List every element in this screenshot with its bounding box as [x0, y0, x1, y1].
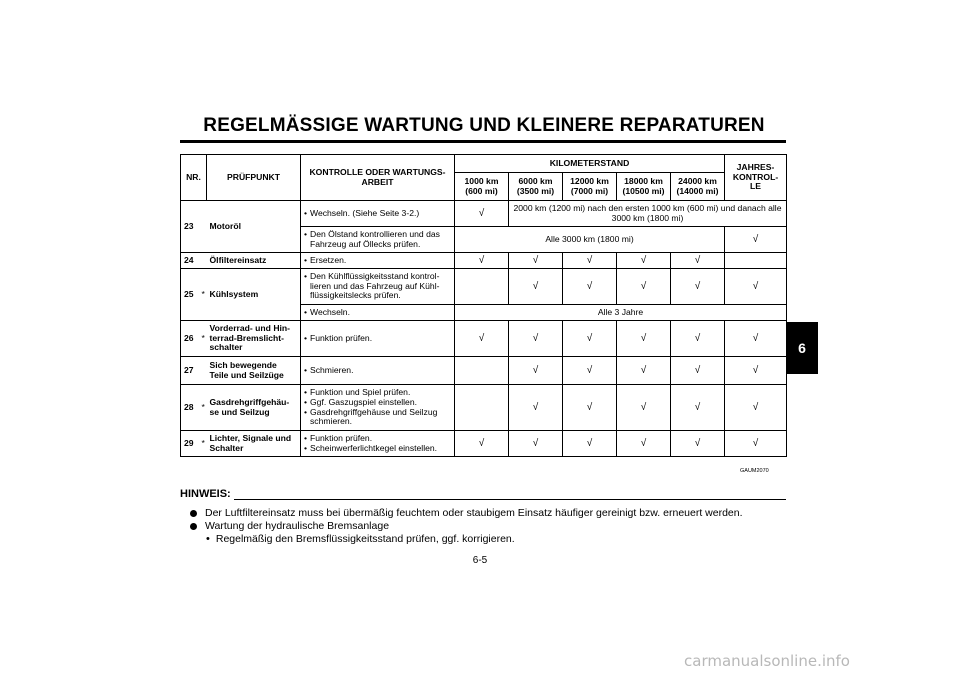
header-kontrolle: KONTROLLE ODER WARTUNGS-ARBEIT [301, 155, 455, 201]
interval-text: Alle 3 Jahre [455, 305, 787, 321]
header-km2: 6000 km (3500 mi) [509, 173, 563, 201]
check-mark: √ [617, 431, 671, 457]
action-text: Ersetzen. [310, 254, 347, 265]
check-mark: √ [671, 269, 725, 305]
table-row [181, 357, 787, 385]
row-star [199, 253, 207, 269]
table-row [181, 201, 787, 227]
header-pruefpunkt: PRÜFPUNKT [207, 155, 301, 201]
action-text: Wechseln. (Siehe Seite 3-2.) [310, 207, 420, 218]
check-mark: √ [509, 269, 563, 305]
row-item: Lichter, Signale und Schalter [207, 431, 301, 457]
check-mark: √ [725, 357, 787, 385]
check-mark: √ [455, 253, 509, 269]
check-mark: √ [563, 431, 617, 457]
check-mark: √ [455, 201, 509, 227]
check-mark: √ [617, 253, 671, 269]
check-mark: √ [671, 357, 725, 385]
header-jahres: JAHRES-KONTROL-LE [725, 155, 787, 201]
action-text: Schmieren. [310, 364, 354, 375]
row-number: 25 [181, 269, 199, 321]
check-mark: √ [509, 253, 563, 269]
sub-bullet-icon: • [206, 533, 210, 545]
check-mark: √ [617, 357, 671, 385]
action-text: Ggf. Gaszugspiel einstellen. [310, 396, 418, 407]
row-item: Gasdrehgriffgehäu-se und Seilzug [207, 385, 301, 431]
note-text: Regelmäßig den Bremsflüssigkeitsstand prüfen, ggf. korrigieren. [215, 533, 515, 545]
check-mark: √ [725, 321, 787, 357]
check-mark: √ [455, 321, 509, 357]
row-action: • Den Ölstand kontrollieren und das Fahrzeug auf Öllecks prüfen. [301, 227, 455, 253]
watermark[interactable]: carmanualsonline.info [684, 652, 850, 670]
check-mark: √ [617, 385, 671, 431]
empty-cell [455, 357, 509, 385]
row-star [199, 357, 207, 385]
check-mark: √ [509, 321, 563, 357]
check-mark: √ [671, 321, 725, 357]
title-rule [180, 140, 786, 143]
note-text: Wartung der hydraulische Bremsanlage [205, 520, 390, 532]
table-row [181, 321, 787, 357]
check-mark: √ [725, 431, 787, 457]
row-number: 26 [181, 321, 199, 357]
header-km1: 1000 km (600 mi) [455, 173, 509, 201]
row-star: * [199, 431, 207, 457]
interval-text: Alle 3000 km (1800 mi) [455, 227, 725, 253]
note-item [190, 520, 389, 532]
row-item: Sich bewegende Teile und Seilzüge [207, 357, 301, 385]
action-text: Gasdrehgriffgehäuse und Seilzug schmieren. [310, 406, 438, 427]
header-km4: 18000 km (10500 mi) [617, 173, 671, 201]
figure-code: GAUM2070 [740, 468, 769, 474]
table-row [181, 385, 787, 431]
check-mark: √ [617, 269, 671, 305]
row-action: • Ersetzen. [301, 253, 455, 269]
maintenance-table [180, 154, 787, 457]
row-item: Vorderrad- und Hin-terrad-Bremslicht-schalter [207, 321, 301, 357]
check-mark: √ [617, 321, 671, 357]
page-number: 6-5 [472, 555, 488, 566]
check-mark: √ [671, 253, 725, 269]
table-row [181, 431, 787, 457]
empty-cell [725, 253, 787, 269]
check-mark: √ [671, 385, 725, 431]
action-text: Den Kühlflüssigkeitsstand kontrol-lieren und das Fahrzeug auf Kühl-flüssigkeitslecks prüfen. [310, 270, 440, 301]
header-km3: 12000 km (7000 mi) [563, 173, 617, 201]
row-action: • Wechseln. (Siehe Seite 3-2.) [301, 201, 455, 227]
row-star: * [199, 385, 207, 431]
check-mark: √ [671, 431, 725, 457]
check-mark: √ [509, 385, 563, 431]
row-action: • Funktion und Spiel prüfen. • Ggf. Gaszugspiel einstellen. • Gasdrehgriffgehäuse und Seilzug schmieren. [301, 385, 455, 431]
row-star: * [199, 321, 207, 357]
check-mark: √ [563, 357, 617, 385]
action-text: Scheinwerferlichtkegel einstellen. [310, 442, 438, 453]
row-action: • Den Kühlflüssigkeitsstand kontrol-lieren und das Fahrzeug auf Kühl-flüssigkeitslecks prüfen. [301, 269, 455, 305]
action-text: Funktion prüfen. [310, 332, 373, 343]
check-mark: √ [725, 269, 787, 305]
header-km5: 24000 km (14000 mi) [671, 173, 725, 201]
row-item: Motoröl [207, 201, 301, 253]
check-mark: √ [563, 253, 617, 269]
action-text: Wechseln. [310, 306, 350, 317]
row-action: • Wechseln. [301, 305, 455, 321]
row-number: 23 [181, 201, 199, 253]
header-kilometerstand: KILOMETERSTAND [455, 155, 725, 173]
check-mark: √ [725, 385, 787, 431]
row-number: 28 [181, 385, 199, 431]
row-action: • Funktion prüfen. [301, 321, 455, 357]
chapter-tab[interactable]: 6 [786, 322, 818, 374]
header-nr: NR. [181, 155, 207, 201]
action-text: Den Ölstand kontrollieren und das Fahrzeug auf Öllecks prüfen. [310, 228, 440, 249]
empty-cell [455, 269, 509, 305]
check-mark: √ [509, 357, 563, 385]
check-mark: √ [563, 269, 617, 305]
row-star: * [199, 269, 207, 321]
action-text: Funktion prüfen. [310, 432, 373, 443]
empty-cell [455, 385, 509, 431]
table-row [181, 253, 787, 269]
row-action: • Schmieren. [301, 357, 455, 385]
bullet-icon [190, 523, 197, 530]
note-item [190, 507, 743, 519]
note-subitem [206, 533, 515, 545]
table-row [181, 269, 787, 305]
note-text: Der Luftfiltereinsatz muss bei übermäßig feuchtem oder staubigem Einsatz häufiger gereinigt bzw. erneuert werden. [205, 507, 743, 519]
hinweis-rule [234, 499, 786, 500]
check-mark: √ [509, 431, 563, 457]
row-number: 29 [181, 431, 199, 457]
row-action: • Funktion prüfen. • Scheinwerferlichtkegel einstellen. [301, 431, 455, 457]
check-mark: √ [725, 227, 787, 253]
hinweis-label: HINWEIS: [180, 488, 231, 500]
check-mark: √ [563, 385, 617, 431]
interval-text: 2000 km (1200 mi) nach den ersten 1000 km (600 mi) und danach alle 3000 km (1800 mi) [509, 201, 787, 227]
check-mark: √ [455, 431, 509, 457]
row-item: Kühlsystem [207, 269, 301, 321]
bullet-icon [190, 510, 197, 517]
page-title: REGELMÄSSIGE WARTUNG UND KLEINERE REPARATUREN [203, 115, 765, 136]
row-item: Ölfiltereinsatz [207, 253, 301, 269]
check-mark: √ [563, 321, 617, 357]
row-number: 24 [181, 253, 199, 269]
row-star [199, 201, 207, 253]
action-text: Funktion und Spiel prüfen. [310, 386, 411, 397]
row-number: 27 [181, 357, 199, 385]
